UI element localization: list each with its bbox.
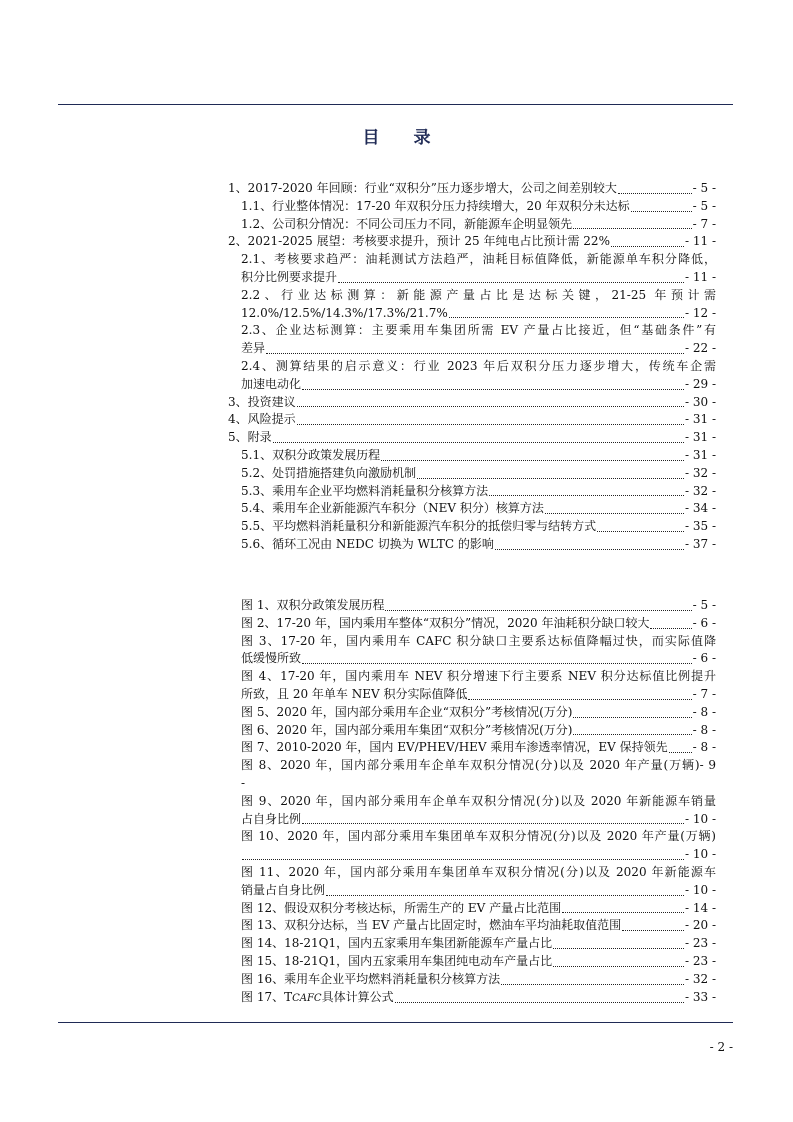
figure-entry[interactable] <box>228 864 716 900</box>
toc-entry-row <box>241 500 716 518</box>
toc-entry-text: 1、2017-2020 年回顾：行业“双积分”压力逐步增大，公司之间差别较大 <box>228 181 617 195</box>
figure-entry-text-line1: 图 8、2020 年，国内部分乘用车企单车双积分情况(分)以及 2020 年产量(万辆)- 9 <box>241 758 716 773</box>
figure-entry-text-suffix: 具体计算公式 <box>321 989 394 1004</box>
figure-entry[interactable] <box>228 704 716 722</box>
figure-entry-page: - 8 - <box>692 740 716 755</box>
figure-entry-text: 图 17、T <box>241 989 293 1004</box>
toc-entry-row <box>241 269 716 287</box>
figure-dot-leader <box>650 628 691 629</box>
toc-entry-text-line1: 2.4、测算结果的启示意义：行业 2023 年后双积分压力逐步增大，传统车企需 <box>241 358 716 373</box>
toc-entry-text: 5.6、循环工况由 NEDC 切换为 WLTC 的影响 <box>241 536 494 551</box>
toc-entry-page: - 30 - <box>684 394 716 409</box>
toc-entry-page: - 29 - <box>684 376 716 391</box>
footer-rule <box>58 1022 733 1023</box>
figure-entry-page: - 7 - <box>692 686 716 701</box>
figure-dot-leader <box>573 734 691 735</box>
figure-entry-row <box>241 722 716 740</box>
toc-entry-text: 3、投资建议 <box>228 394 296 409</box>
figure-entry-row <box>241 650 716 668</box>
figure-entry[interactable] <box>228 953 716 971</box>
figure-entry-text: 占自身比例 <box>241 811 302 826</box>
toc-entry-row <box>241 376 716 394</box>
toc-entry-page: - 11 - <box>684 234 716 249</box>
figure-entry-row <box>241 811 716 829</box>
figure-entry-text-line1: 图 11、2020 年，国内部分乘用车集团单车双积分情况(分)以及 2020 年新能源车 <box>241 864 716 879</box>
figure-dot-leader <box>242 859 684 860</box>
figure-dot-leader <box>302 663 692 664</box>
toc-dot-leader <box>618 193 692 194</box>
figure-entry-text: 销量占自身比例 <box>241 882 326 897</box>
toc-entry-page: - 5 - <box>692 198 716 213</box>
toc-entry-text: 5.1、双积分政策发展历程 <box>241 447 381 462</box>
figure-entry[interactable] <box>228 917 716 935</box>
toc-dot-leader <box>302 389 684 390</box>
toc-entry-row <box>241 216 716 234</box>
toc-entry-row <box>228 429 716 447</box>
toc-dot-leader <box>631 211 692 212</box>
toc-entry-row <box>241 483 716 501</box>
toc-entry-page: - 22 - <box>684 341 716 356</box>
page-number: - 2 - <box>709 1040 733 1054</box>
toc-entry-page: - 7 - <box>692 216 716 231</box>
figure-entry-text-line1: 图 4、17-20 年，国内乘用车 NEV 积分增速下行主要系 NEV 积分达标值比例提升 <box>241 669 716 684</box>
figure-dot-leader <box>562 912 684 913</box>
toc-entry-text: 加速电动化 <box>241 376 302 391</box>
toc-entry[interactable] <box>228 394 716 412</box>
toc-entry[interactable] <box>228 358 716 394</box>
figure-entry-text: 图 15、18-21Q1，国内五家乘用车集团纯电动车产量占比 <box>241 953 553 968</box>
toc-entry-text-line1: 2.2、行业达标测算：新能源产量占比是达标关键，21-25 年预计需 <box>241 287 716 302</box>
figure-entry-page: - 5 - <box>692 598 716 612</box>
toc-dot-leader <box>611 246 684 247</box>
figure-entry[interactable] <box>228 722 716 740</box>
figure-entry-page: - 8 - <box>692 704 716 719</box>
figure-entry-text-line1: 图 10、2020 年，国内部分乘用车集团单车双积分情况(分)以及 2020 年产量(万辆) <box>241 829 716 844</box>
toc-entry-page: - 32 - <box>684 465 716 480</box>
figure-entry-row <box>241 989 716 1008</box>
figure-entry[interactable] <box>228 935 716 953</box>
toc-dot-leader <box>417 478 684 479</box>
toc-entry-row <box>241 305 716 323</box>
toc-entry[interactable] <box>228 216 716 234</box>
figure-entry[interactable] <box>228 793 716 829</box>
figure-entry[interactable] <box>228 597 716 615</box>
toc-entry-text: 12.0%/12.5%/14.3%/17.3%/21.7% <box>241 305 448 320</box>
figure-entry-text: 所致，且 20 年单车 NEV 积分实际值降低 <box>241 686 468 701</box>
toc-entry-page: - 32 - <box>684 483 716 498</box>
toc-entry-page: - 35 - <box>684 519 716 534</box>
toc-dot-leader <box>338 282 684 283</box>
toc-entry-page: - 31 - <box>684 447 716 462</box>
figure-entry-row <box>241 971 716 989</box>
toc-entry-text: 5.5、平均燃料消耗量积分和新能源汽车积分的抵偿归零与结转方式 <box>241 519 597 534</box>
toc-dot-leader <box>489 495 684 496</box>
toc-entry[interactable] <box>228 483 716 501</box>
toc-entry-row <box>228 394 716 412</box>
figure-entry-subscript: CAFC <box>292 992 322 1004</box>
figure-entry-row <box>241 686 716 704</box>
toc-entry-row <box>241 518 716 536</box>
toc-dot-leader <box>495 549 684 550</box>
toc-entry-text: 5.2、处罚措施搭建负向激励机制 <box>241 465 417 480</box>
toc-entry[interactable] <box>228 411 716 429</box>
figure-entry[interactable] <box>228 668 716 704</box>
figure-entry-text: 图 5、2020 年，国内部分乘用车企业“双积分”考核情况(万分) <box>241 704 573 719</box>
figure-dot-leader <box>395 1002 684 1003</box>
toc-entry[interactable] <box>228 429 716 447</box>
toc-entry-text: 1.1、行业整体情况：17-20 年双积分压力持续增大，20 年双积分未达标 <box>241 198 630 213</box>
figure-entry[interactable] <box>228 989 716 1008</box>
figure-entry-page: - 10 - <box>684 847 716 862</box>
toc-entry-page: - 34 - <box>684 501 716 516</box>
toc-dot-leader <box>545 513 684 514</box>
toc-entry[interactable] <box>228 465 716 483</box>
toc-entry-row <box>228 411 716 429</box>
figure-dot-leader <box>468 699 691 700</box>
toc-entry-page: - 11 - <box>684 269 716 284</box>
figure-entry-text-line1: 图 9、2020 年，国内部分乘用车企单车双积分情况(分)以及 2020 年新能源车销量 <box>241 793 716 808</box>
toc-entry[interactable] <box>228 180 716 198</box>
table-of-contents <box>228 180 716 554</box>
toc-entry[interactable] <box>228 518 716 536</box>
toc-entry[interactable] <box>228 536 716 554</box>
toc-entry[interactable] <box>228 233 716 251</box>
toc-entry-page: - 31 - <box>684 412 716 427</box>
figure-entry-page: - 32 - <box>684 971 716 986</box>
figure-entry[interactable] <box>228 971 716 989</box>
toc-entry-row <box>228 180 716 198</box>
figure-entry-page: - 6 - <box>692 615 716 630</box>
toc-entry-page: - 12 - <box>684 305 716 320</box>
figure-entry-text: - <box>241 775 246 790</box>
toc-entry-row <box>228 233 716 251</box>
toc-entry-text: 5.4、乘用车企业新能源汽车积分（NEV 积分）核算方法 <box>241 501 544 516</box>
figure-dot-leader <box>553 966 684 967</box>
toc-entry[interactable] <box>228 500 716 518</box>
toc-entry-text-line1: 2.1、考核要求趋严：油耗测试方法趋严，油耗目标值降低，新能源单车积分降低， <box>241 252 716 267</box>
figure-dot-leader <box>302 823 684 824</box>
figure-dot-leader <box>669 752 692 753</box>
figure-entry-text: 图 1、双积分政策发展历程 <box>241 598 385 612</box>
figure-dot-leader <box>553 948 684 949</box>
toc-entry-page: - 37 - <box>684 536 716 551</box>
figure-entry-row <box>241 615 716 633</box>
figure-dot-leader <box>385 610 691 611</box>
figure-entry-page: - 10 - <box>684 811 716 826</box>
toc-dot-leader <box>273 442 684 443</box>
toc-dot-leader <box>381 460 684 461</box>
toc-entry-text: 4、风险提示 <box>228 412 296 427</box>
toc-entry-text: 5、附录 <box>228 430 272 445</box>
toc-entry-text: 差异 <box>241 341 266 356</box>
figure-entry[interactable] <box>228 633 716 669</box>
toc-entry-row <box>241 465 716 483</box>
toc-entry[interactable] <box>228 287 716 323</box>
figure-entry-row <box>241 775 716 793</box>
figure-entry-page: - 6 - <box>692 651 716 666</box>
toc-entry-page: - 5 - <box>692 181 716 195</box>
toc-entry[interactable] <box>228 198 716 216</box>
figure-entry-row <box>241 597 716 615</box>
toc-entry-text: 积分比例要求提升 <box>241 269 338 284</box>
toc-entry-row <box>241 447 716 465</box>
toc-entry[interactable] <box>228 322 716 358</box>
figure-entry-page: - 23 - <box>684 953 716 968</box>
figure-entry-row <box>241 953 716 971</box>
figure-entry[interactable] <box>228 757 716 793</box>
toc-dot-leader <box>597 531 684 532</box>
figure-entry-text: 图 12、假设双积分考核达标，所需生产的 EV 产量占比范围 <box>241 900 562 915</box>
toc-dot-leader <box>266 353 684 354</box>
toc-entry-row <box>241 198 716 216</box>
figure-entry-page: - 8 - <box>692 722 716 737</box>
figure-entry[interactable] <box>228 828 716 864</box>
toc-entry-text: 5.3、乘用车企业平均燃料消耗量积分核算方法 <box>241 483 489 498</box>
header-rule <box>58 104 733 105</box>
figure-dot-leader <box>622 930 684 931</box>
figure-dot-leader <box>326 895 684 896</box>
figure-entry[interactable] <box>228 615 716 633</box>
figure-entry[interactable] <box>228 739 716 757</box>
figure-entry-text: 图 7、2010-2020 年，国内 EV/PHEV/HEV 乘用车渗透率情况，EV 保持领先 <box>241 740 668 755</box>
toc-entry-text: 2、2021-2025 展望：考核要求提升，预计 25 年纯电占比预计需 22% <box>228 234 610 249</box>
toc-dot-leader <box>449 317 684 318</box>
figure-entry-page: - 23 - <box>684 936 716 951</box>
figure-entry-page: - 33 - <box>684 989 716 1004</box>
toc-entry-page: - 31 - <box>684 430 716 445</box>
figure-entry-text: 图 16、乘用车企业平均燃料消耗量积分核算方法 <box>241 971 501 986</box>
figure-entry-row <box>241 935 716 953</box>
figure-entry-text: 图 14、18-21Q1，国内五家乘用车集团新能源车产量占比 <box>241 936 553 951</box>
toc-entry[interactable] <box>228 447 716 465</box>
figure-dot-leader <box>501 984 684 985</box>
toc-dot-leader <box>297 424 684 425</box>
figure-entry-page: - 10 - <box>684 882 716 897</box>
figure-entry-text: 图 13、双积分达标，当 EV 产量占比固定时，燃油车平均油耗取值范围 <box>241 918 622 933</box>
figure-entry-text-line1: 图 3、17-20 年，国内乘用车 CAFC 积分缺口主要系达标值降幅过快，而实际值降 <box>241 633 716 648</box>
toc-entry[interactable] <box>228 251 716 287</box>
figure-dot-leader <box>573 717 691 718</box>
toc-dot-leader <box>573 228 692 229</box>
toc-dot-leader <box>297 406 684 407</box>
figure-list <box>228 597 716 1007</box>
figure-entry[interactable] <box>228 900 716 918</box>
figure-entry-row <box>241 900 716 918</box>
figure-entry-row <box>241 704 716 722</box>
toc-title: 目 录 <box>362 128 445 148</box>
figure-entry-row <box>241 739 716 757</box>
figure-entry-row <box>241 882 716 900</box>
toc-entry-row <box>241 340 716 358</box>
figure-entry-page: - 14 - <box>684 900 716 915</box>
figure-entry-text: 图 2、17-20 年，国内乘用车整体“双积分”情况，2020 年油耗积分缺口较大 <box>241 615 650 630</box>
figure-entry-page: - 20 - <box>684 918 716 933</box>
figure-entry-text: 图 6、2020 年，国内部分乘用车集团“双积分”考核情况(万分) <box>241 722 573 737</box>
figure-entry-row <box>241 846 716 864</box>
toc-entry-text-line1: 2.3、企业达标测算：主要乘用车集团所需 EV 产量占比接近，但“基础条件”有 <box>241 323 716 338</box>
toc-entry-text: 1.2、公司积分情况：不同公司压力不同，新能源车企明显领先 <box>241 216 573 231</box>
toc-entry-row <box>241 536 716 554</box>
figure-entry-row <box>241 917 716 935</box>
figure-entry-text: 低缓慢所致 <box>241 651 302 666</box>
